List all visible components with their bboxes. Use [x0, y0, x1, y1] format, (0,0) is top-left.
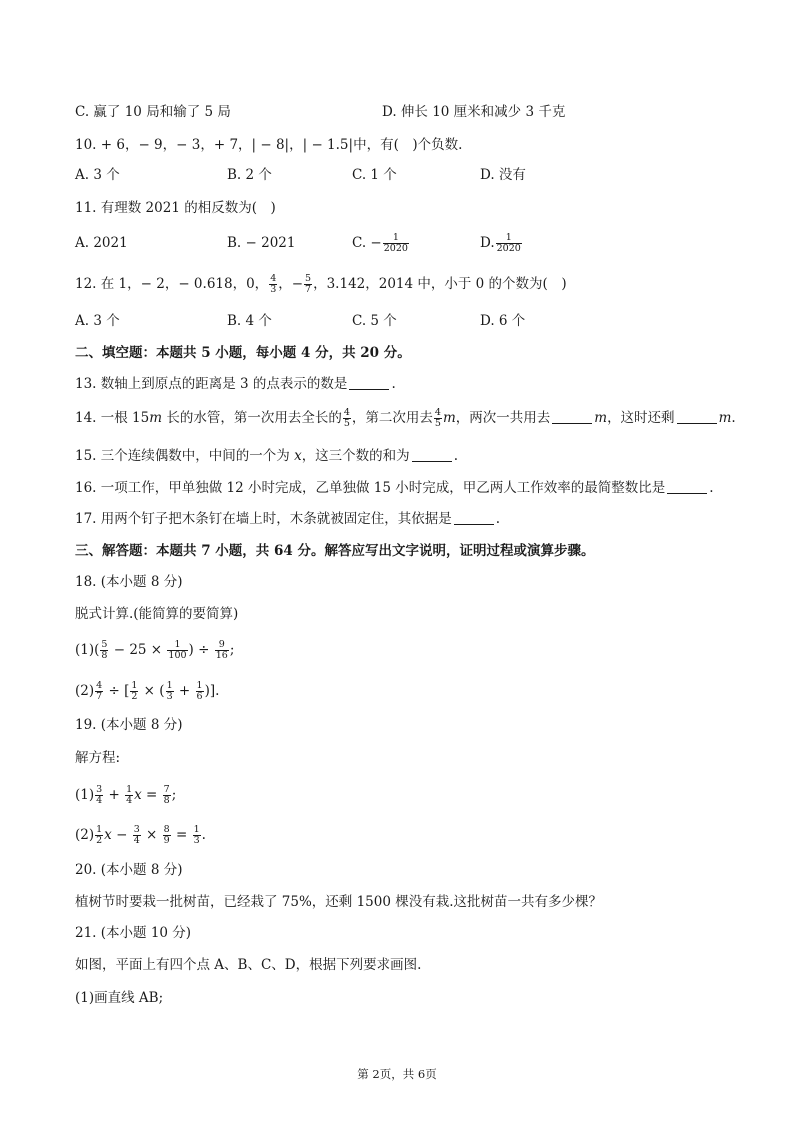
q14: 14. 一根 15m 长的水管，第一次用去全长的 $\frac{4}{5}$ ，第二次用去 $\frac{4}{5}$ m，两次一共用去 m，这时还剩 m.: [75, 407, 736, 429]
q21-part1: (1)画直线 AB;: [75, 990, 164, 1006]
q19-header: 19. (本小题 8 分): [75, 717, 183, 733]
q11-option-a: A. 2021: [75, 235, 128, 251]
fraction: $\frac{5}{7}$: [305, 273, 312, 295]
q12-option-c: C. 5 个: [352, 313, 397, 329]
q10-option-a: A. 3 个: [75, 167, 120, 183]
q18-part1: (1)( $\frac{5}{8}$ − 25 × $\frac{1}{100}$ ) ÷ $\frac{9}{16}$ ;: [75, 639, 235, 661]
answer-blank: [667, 479, 707, 494]
fraction: $\frac{4}{7}$: [96, 680, 103, 702]
q19-part2: (2) $\frac{1}{2}$ x − $\frac{3}{4}$ × $\frac{8}{9}$ = $\frac{1}{3}$ .: [75, 824, 206, 846]
q10-option-c: C. 1 个: [352, 167, 397, 183]
section3-heading: 三、解答题：本题共 7 小题，共 64 分。解答应写出文字说明，证明过程或演算步骤。: [75, 543, 595, 559]
fraction: $\frac{1}{6}$: [196, 680, 203, 702]
q10-stem: 10. + 6，− 9，− 3，+ 7，| − 8|，| − 1.5|中，有( )个负数.: [75, 137, 463, 153]
fraction: $\frac{1}{3}$: [166, 680, 173, 702]
q19-instruction: 解方程:: [75, 750, 121, 766]
answer-blank: [552, 409, 592, 424]
q12-stem: 12. 在 1，− 2，− 0.618，0， $\frac{4}{3}$ ，− $\frac{5}{7}$ ，3.142，2014 中，小于 0 的个数为( ): [75, 273, 567, 295]
answer-blank: [349, 375, 389, 390]
fraction: $\frac{3}{4}$: [96, 784, 103, 806]
q11-stem: 11. 有理数 2021 的相反数为( ): [75, 200, 276, 216]
answer-blank: [454, 510, 494, 525]
q19-part1: (1) $\frac{3}{4}$ + $\frac{1}{4}$ x = $\frac{7}{8}$ ;: [75, 784, 177, 806]
q9-option-c: C. 赢了 10 局和输了 5 局: [75, 104, 231, 120]
q12-option-b: B. 4 个: [227, 313, 272, 329]
fraction: $\frac{4}{5}$: [343, 407, 350, 429]
q10-option-b: B. 2 个: [227, 167, 272, 183]
q13: 13. 数轴上到原点的距离是 3 的点表示的数是 .: [75, 376, 396, 392]
fraction: $\frac{1}{100}$: [168, 639, 187, 661]
fraction: $\frac{1}{2020}$: [496, 232, 521, 254]
q21-header: 21. (本小题 10 分): [75, 925, 192, 941]
q16: 16. 一项工作，甲单独做 12 小时完成，乙单独做 15 小时完成，甲乙两人工作效率的最简整数比是 .: [75, 480, 714, 496]
page-footer: 第 2页，共 6页: [357, 1067, 437, 1081]
q18-part2: (2) $\frac{4}{7}$ ÷ [ $\frac{1}{2}$ × ( $\frac{1}{3}$ + $\frac{1}{6}$ )].: [75, 680, 220, 702]
q11-option-b: B. − 2021: [227, 235, 296, 251]
q20-text: 植树节时要栽一批树苗，已经栽了 75%，还剩 1500 棵没有栽.这批树苗一共有多少棵？: [75, 894, 603, 910]
fraction: $\frac{7}{8}$: [163, 784, 170, 806]
q12-option-d: D. 6 个: [480, 313, 526, 329]
fraction: $\frac{8}{9}$: [163, 824, 170, 846]
q18-instruction: 脱式计算.(能简算的要简算): [75, 606, 239, 622]
fraction: $\frac{1}{2}$: [131, 680, 138, 702]
q18-header: 18. (本小题 8 分): [75, 574, 183, 590]
q9-option-d: D. 伸长 10 厘米和减少 3 千克: [382, 104, 566, 120]
fraction: $\frac{5}{8}$: [101, 639, 108, 661]
answer-blank: [677, 409, 717, 424]
fraction: $\frac{1}{3}$: [193, 824, 200, 846]
fraction: $\frac{3}{4}$: [133, 824, 140, 846]
fraction: $\frac{4}{3}$: [270, 273, 277, 295]
fraction: $\frac{9}{16}$: [215, 639, 228, 661]
q20-header: 20. (本小题 8 分): [75, 862, 183, 878]
fraction: $\frac{1}{2}$: [96, 824, 103, 846]
answer-blank: [412, 447, 452, 462]
section2-heading: 二、填空题：本题共 5 小题，每小题 4 分，共 20 分。: [75, 345, 411, 361]
q17: 17. 用两个钉子把木条钉在墙上时，木条就被固定住，其依据是 .: [75, 511, 501, 527]
fraction: $\frac{4}{5}$: [434, 407, 441, 429]
fraction: $\frac{1}{4}$: [126, 784, 133, 806]
q10-option-d: D. 没有: [480, 167, 526, 183]
q12-option-a: A. 3 个: [75, 313, 120, 329]
q11-option-c: C. − $\frac{1}{2020}$: [352, 232, 408, 254]
q15: 15. 三个连续偶数中，中间的一个为 x，这三个数的和为 .: [75, 448, 458, 464]
q11-option-d: D. $\frac{1}{2020}$: [480, 232, 521, 254]
q21-text: 如图，平面上有四个点 A、B、C、D，根据下列要求画图.: [75, 957, 422, 973]
fraction: $\frac{1}{2020}$: [383, 232, 408, 254]
